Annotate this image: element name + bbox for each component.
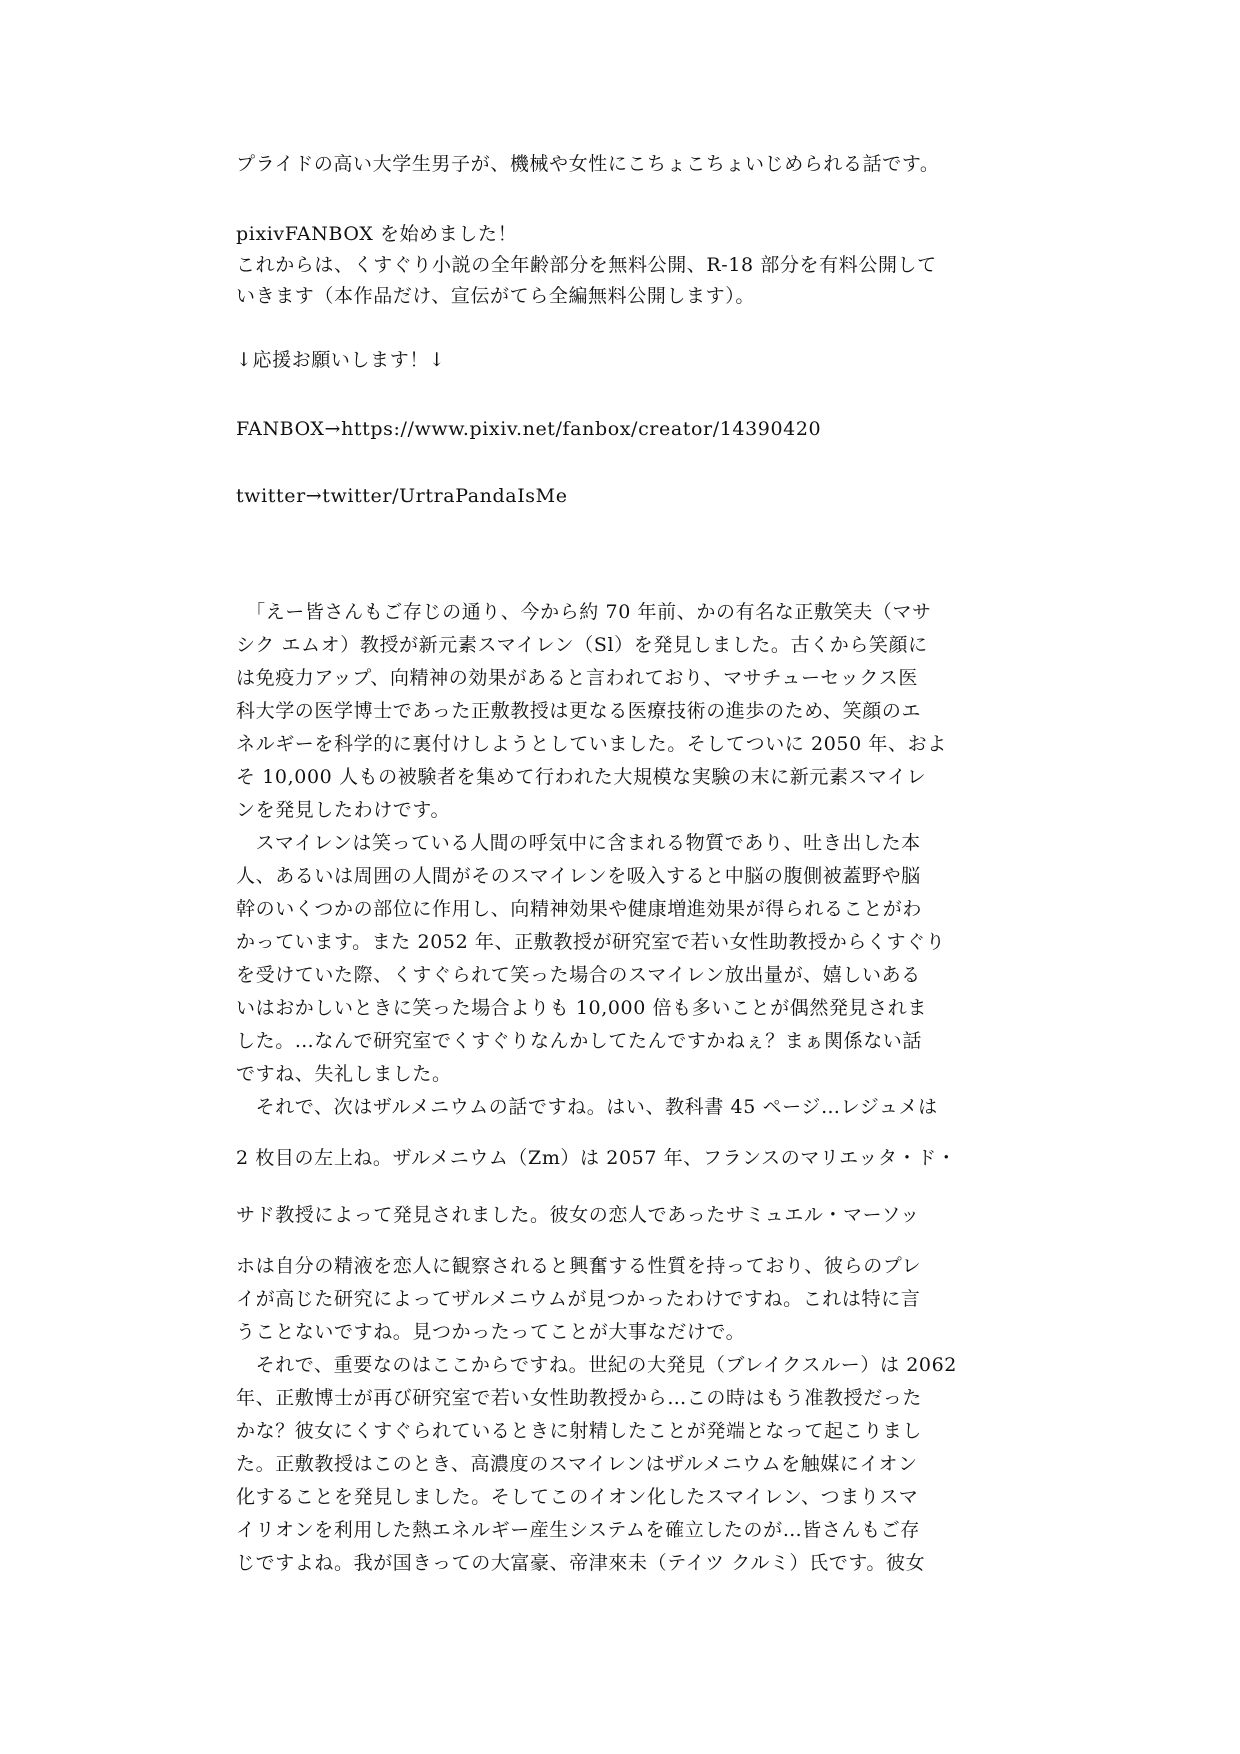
story-line: イリオンを利用した熱エネルギー産生システムを確立したのが…皆さんもご存 (236, 1519, 920, 1541)
story-line: シク エムオ）教授が新元素スマイレン（Sl）を発見しました。古くから笑顔に (236, 634, 928, 656)
story-line: そ 10,000 人もの被験者を集めて行われた大規模な実験の末に新元素スマイレ (236, 766, 927, 788)
story-line: それで、重要なのはここからですね。世紀の大発見（ブレイクスルー）は 2062 (236, 1354, 957, 1376)
story-line: 人、あるいは周囲の人間がそのスマイレンを吸入すると中脳の腹側被蓋野や脳 (236, 865, 921, 887)
story-line: を受けていた際、くすぐられて笑った場合のスマイレン放出量が、嬉しいある (236, 964, 921, 986)
twitter-link[interactable] (236, 481, 1002, 512)
twitter-handle-text[interactable]: twitter→twitter/UrtraPandaIsMe (236, 485, 568, 507)
story-line: は免疫力アップ、向精神の効果があると言われており、マサチューセックス医 (236, 667, 919, 689)
story-line: ンを発見したわけです。 (236, 799, 451, 821)
fanbox-announcement (236, 219, 1002, 312)
summary-line: プライドの高い大学生男子が、機械や女性にこちょこちょいじめられる話です。 (236, 153, 940, 175)
story-line: イが高じた研究によってザルメニウムが見つかったわけですね。これは特に言 (236, 1288, 921, 1310)
story-line: じですよね。我が国きっての大富豪、帝津來未（テイツ クルミ）氏です。彼女 (236, 1552, 926, 1574)
story-line: ホは自分の精液を恋人に観察されると興奮する性質を持っており、彼らのプレ (236, 1255, 922, 1277)
story-line: 幹のいくつかの部位に作用し、向精神効果や健康増進効果が得られることがわ (236, 898, 923, 920)
story-line: 2 枚目の左上ね。ザルメニウム（Zm）は 2057 年、フランスのマリエッタ・ド・ (236, 1147, 957, 1169)
story-line: 年、正敷博士が再び研究室で若い女性助教授から…この時はもう准教授だった (236, 1387, 923, 1409)
support-line: ↓応援お願いします！↓ (236, 349, 446, 371)
story-line: うことないですね。見つかったってことが大事なだけで。 (236, 1321, 746, 1343)
story-line: かな？彼女にくすぐられているときに射精したことが発端となって起こりまし (236, 1420, 923, 1442)
story-line: いはおかしいときに笑った場合よりも 10,000 倍も多いことが偶然発見されま (236, 997, 927, 1019)
story-line: ですね、失礼しました。 (236, 1063, 452, 1085)
support-request (236, 345, 1002, 376)
announcement-line-1: pixivFANBOX を始めました！ (236, 223, 518, 245)
story-line: 「えー皆さんもご存じの通り、今から約 70 年前、かの有名な正敷笑夫（マサ (236, 601, 932, 623)
story-line: 化することを発見しました。そしてこのイオン化したスマイレン、つまりスマ (236, 1486, 919, 1508)
story-line: 科大学の医学博士であった正敷教授は更なる医療技術の進歩のため、笑顔のエ (236, 700, 922, 722)
story-line: した。…なんで研究室でくすぐりなんかしてたんですかねぇ？まぁ関係ない話 (236, 1030, 923, 1052)
fanbox-link[interactable] (236, 414, 1002, 445)
announcement-line-3: いきます（本作品だけ、宣伝がてら全編無料公開します）。 (236, 285, 755, 307)
announcement-line-2: これからは、くすぐり小説の全年齢部分を無料公開、R-18 部分を有料公開して (236, 254, 937, 276)
story-summary (236, 149, 1002, 180)
story-line: ネルギーを科学的に裏付けしようとしていました。そしてついに 2050 年、およ (236, 733, 947, 755)
story-line: サド教授によって発見されました。彼女の恋人であったサミュエル・マーソッ (236, 1204, 920, 1226)
story-line: かっています。また 2052 年、正敷教授が研究室で若い女性助教授からくすぐり (236, 931, 946, 953)
story-line: スマイレンは笑っている人間の呼気中に含まれる物質であり、吐き出した本 (236, 832, 921, 854)
story-line: た。正敷教授はこのとき、高濃度のスマイレンはザルメニウムを触媒にイオン (236, 1453, 918, 1475)
story-line: それで、次はザルメニウムの話ですね。はい、教科書 45 ページ…レジュメは (236, 1096, 938, 1118)
fanbox-url-text[interactable]: FANBOX→https://www.pixiv.net/fanbox/creator/14390420 (236, 418, 822, 440)
